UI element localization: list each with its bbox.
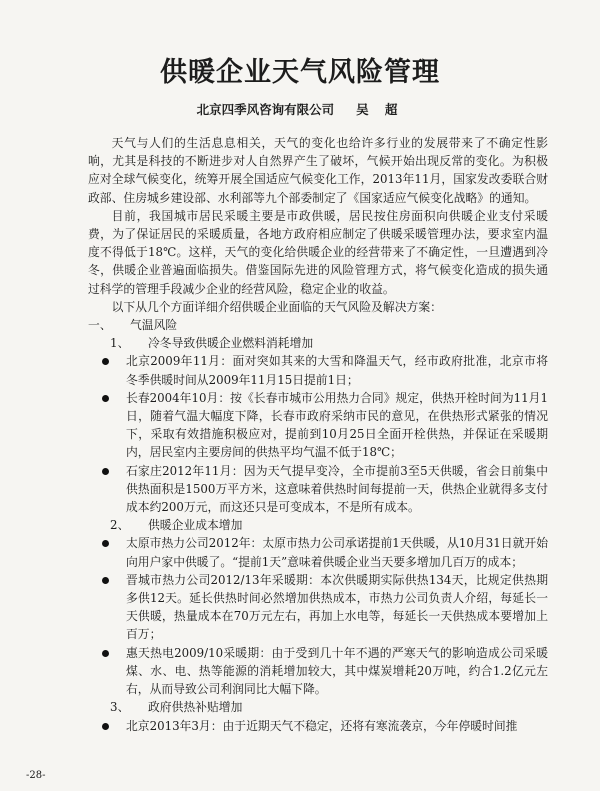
list-item: 北京2013年3月：由于近期天气不稳定，还将有寒流袭京，今年停暖时间推 [88, 717, 548, 735]
bullet-icon [102, 650, 109, 657]
intro-paragraph: 天气与人们的生活息息相关，天气的变化也给许多行业的发展带来了不确定性影响，尤其是科技的不断进步对人自然界产生了破坏，气候开始出现反常的变化。为积极应对全球气候变化，统筹开展全国适应气候变化工作，2013年11月，国家发改委联合财政部、住房城乡建设部、水利部等九个部委制定了《国家适应气候变化战略》的通知。 [88, 136, 548, 205]
page-number: -28- [26, 770, 46, 781]
article-body [88, 134, 548, 735]
bullet-icon [102, 395, 109, 402]
intro-paragraph: 以下从几个方面详细介绍供暖企业面临的天气风险及解决方案： [111, 299, 442, 314]
section-heading: 一、 气温风险 [88, 318, 178, 333]
subsection-heading: 1、 冷冬导致供暖企业燃料消耗增加 [110, 336, 314, 351]
list-item: 长春2004年10月：按《长春市城市公用热力合同》规定，供热开栓时间为11月1日，随着气温大幅度下降，长春市政府采纳市民的意见，在供热形式紧张的情况下，采取有效措施积极应对，提前到10月25日全面开栓供热，并保证在采暖期内，居民室内主要房间的供热平均气温不低于18℃； [88, 389, 548, 462]
bullet-icon [102, 468, 109, 475]
list-item: 晋城市热力公司2012/13年采暖期：本次供暖期实际供热134天，比规定供热期多供12天。延长供热时间必然增加供热成本，市热力公司负责人介绍，每延长一天供暖，热量成本在70万元左右，再加上水电等，每延长一天供热成本要增加上百万； [88, 571, 548, 644]
bullet-icon [102, 577, 109, 584]
subsection-heading: 2、 供暖企业成本增加 [110, 518, 243, 533]
byline-author: 吴 超 [356, 102, 404, 117]
bullet-icon [102, 540, 109, 547]
intro-paragraph: 目前，我国城市居民采暖主要是市政供暖，居民按住房面积向供暖企业支付采暖费，为了保证居民的采暖质量，各地方政府相应制定了供暖采暖管理办法，要求室内温度不得低于18℃。这样，天气的变化给供暖企业的经营带来了不确定性，一旦遭遇到冷冬，供暖企业普遍面临损失。借鉴国际先进的风险管理方式，将气候变化造成的损失通过科学的管理手段减少企业的经营风险，稳定企业的收益。 [88, 208, 548, 296]
list-item: 北京2009年11月：面对突如其来的大雪和降温天气，经市政府批准，北京市将冬季供暖时间从2009年11月15日提前1日； [88, 352, 548, 388]
list-item: 惠天热电2009/10采暖期：由于受到几十年不遇的严寒天气的影响造成公司采暖煤、水、电、热等能源的消耗增加较大，其中煤炭增耗20万吨，约合1.2亿元左右，从而导致公司利润同比大幅下降。 [88, 644, 548, 699]
byline [0, 100, 600, 118]
list-item: 石家庄2012年11月：因为天气提早变冷，全市提前3至5天供暖，省会日前集中供热面积是1500万平方米，这意味着供热时间每提前一天，供热企业就得多支付成本约200万元，而这还只是可变成本，不是所有成本。 [88, 462, 548, 517]
byline-org: 北京四季风咨询有限公司 [196, 102, 335, 117]
list-item: 太原市热力公司2012年：太原市热力公司承诺提前1天供暖，从10月31日就开始向用户家中供暖了。“提前1天”意味着供暖企业当天要多增加几百万的成本； [88, 534, 548, 570]
page-title: 供暖企业天气风险管理 [160, 57, 440, 88]
subsection-heading: 3、 政府供热补贴增加 [110, 700, 243, 715]
bullet-icon [102, 723, 109, 730]
bullet-icon [102, 358, 109, 365]
